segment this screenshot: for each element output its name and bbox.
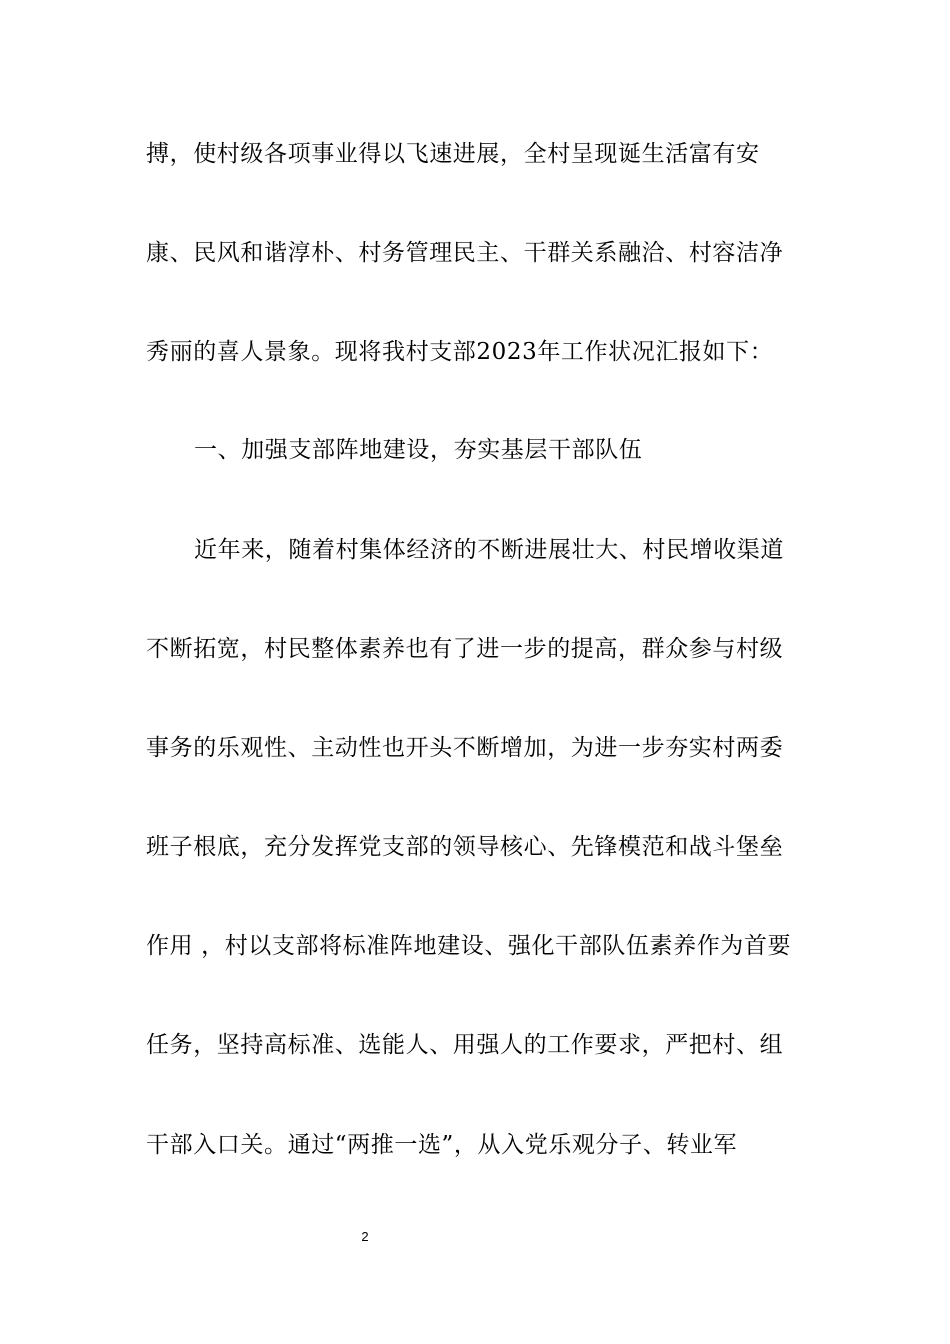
paragraph-first-line: 近年来，随着村集体经济的不断进展壮大、村民增收渠道 xyxy=(194,537,784,563)
section-heading: 一、加强支部阵地建设，夯实基层干部队伍 xyxy=(194,437,643,463)
body-text-line: 秀丽的喜人景象。现将我村支部2023年工作状况汇报如下： xyxy=(146,339,774,365)
body-text-line: 班子根底，充分发挥党支部的领导核心、先锋模范和战斗堡垒 xyxy=(146,834,784,860)
body-text-line: 康、民风和谐淳朴、村务管理民主、干群关系融洽、村容洁净 xyxy=(146,240,784,266)
body-text-line: 搏，使村级各项事业得以飞速进展，全村呈现诞生活富有安 xyxy=(146,141,760,167)
page-number: 2 xyxy=(361,1229,369,1244)
body-text-line: 不断拓宽，村民整体素养也有了进一步的提高，群众参与村级 xyxy=(146,636,784,662)
body-text-line: 任务，坚持高标准、选能人、用强人的工作要求，严把村、组 xyxy=(146,1032,784,1058)
body-text-line: 作用 ，村以支部将标准阵地建设、强化干部队伍素养作为首要 xyxy=(146,933,792,959)
body-text-line: 事务的乐观性、主动性也开头不断增加，为进一步夯实村两委 xyxy=(146,735,784,761)
body-text-line: 干部入口关。通过“两推一选”，从入党乐观分子、转业军 xyxy=(146,1132,738,1158)
